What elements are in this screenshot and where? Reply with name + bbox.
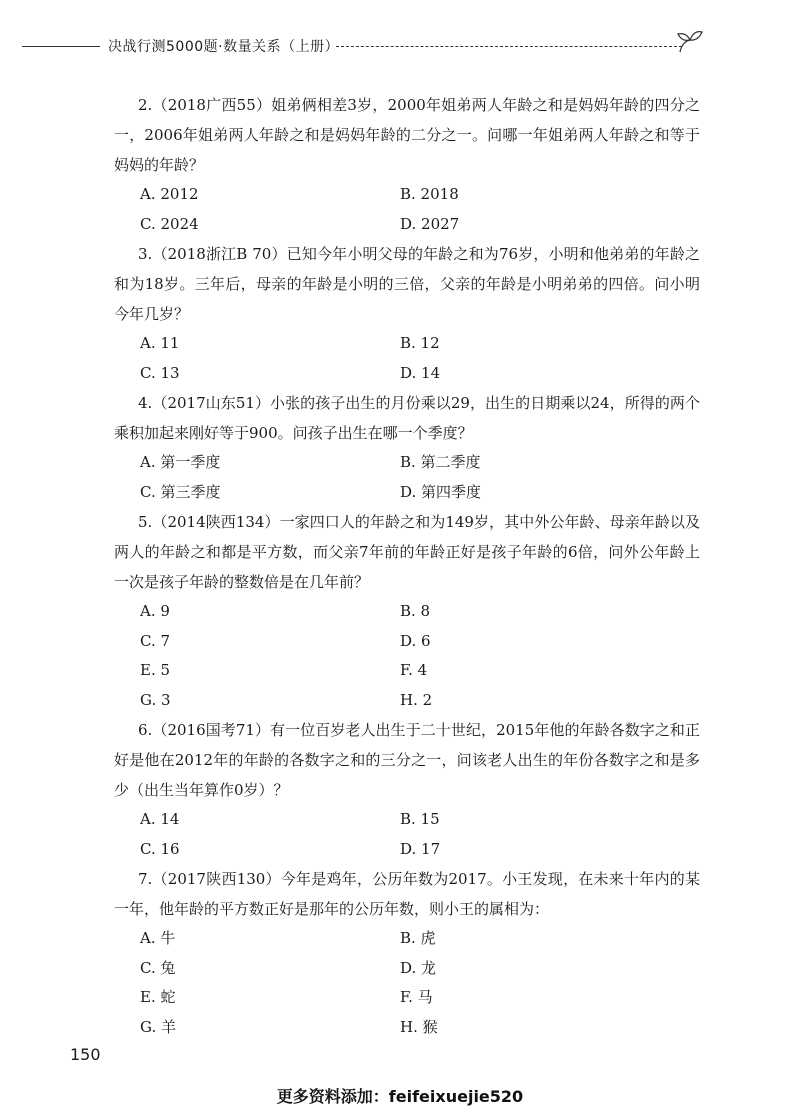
option-a: A. 牛	[140, 929, 176, 947]
footer-contact-note: 更多资料添加：feifeixuejie520	[276, 1087, 524, 1106]
question-list	[114, 90, 700, 1042]
option-list	[114, 597, 700, 715]
option-h: H. 猴	[400, 1017, 438, 1036]
option-a: A. 2012	[140, 185, 199, 203]
question-4	[114, 388, 700, 507]
question-text: 5.（2014陕西134）一家四口人的年龄之和为149岁，其中外公年龄、母亲年龄以及两人的年龄之和都是平方数，而父亲7年前的年龄正好是孩子年龄的6倍，问外公年龄上一次是孩子年龄的整数倍是在几年前？	[114, 513, 700, 591]
option-c: C. 13	[140, 363, 180, 382]
option-a: A. 11	[140, 334, 180, 352]
option-a: A. 14	[140, 810, 180, 828]
option-d: D. 17	[400, 839, 441, 858]
option-b: B. 8	[400, 602, 431, 620]
option-b: B. 15	[400, 810, 440, 828]
option-list	[114, 924, 700, 1042]
option-b: B. 第二季度	[400, 453, 481, 471]
sprout-icon	[676, 28, 704, 54]
option-c: C. 兔	[140, 958, 176, 977]
question-text: 2.（2018广西55）姐弟俩相差3岁，2000年姐弟两人年龄之和是妈妈年龄的四分之一，2006年姐弟两人年龄之和是妈妈年龄的二分之一。问哪一年姐弟两人年龄之和等于妈妈的年龄？	[114, 96, 700, 174]
option-f: F. 马	[400, 988, 433, 1006]
option-list	[114, 329, 700, 388]
question-text: 4.（2017山东51）小张的孩子出生的月份乘以29，出生的日期乘以24，所得的两个乘积加起来刚好等于900。问孩子出生在哪一个季度？	[114, 394, 700, 442]
option-d: D. 龙	[400, 958, 437, 977]
question-6	[114, 715, 700, 864]
option-e: E. 5	[140, 661, 171, 679]
option-g: G. 3	[140, 690, 171, 709]
option-a: A. 9	[140, 602, 170, 620]
option-c: C. 第三季度	[140, 482, 221, 501]
option-c: C. 2024	[140, 214, 199, 233]
question-2	[114, 90, 700, 239]
option-c: C. 16	[140, 839, 180, 858]
header-rule-right	[336, 46, 682, 47]
option-a: A. 第一季度	[140, 453, 221, 471]
option-h: H. 2	[400, 690, 433, 709]
option-d: D. 14	[400, 363, 441, 382]
option-c: C. 7	[140, 631, 171, 650]
book-title: 决战行测5000题·数量关系（上册）	[108, 39, 340, 55]
option-list	[114, 805, 700, 864]
question-text: 6.（2016国考71）有一位百岁老人出生于二十世纪，2015年他的年龄各数字之和正好是他在2012年的年龄的各数字之和的三分之一，问该老人出生的年份各数字之和是多少（出生当年算作0岁）？	[114, 721, 700, 799]
option-list	[114, 448, 700, 507]
option-b: B. 12	[400, 334, 440, 352]
option-d: D. 2027	[400, 214, 460, 233]
option-g: G. 羊	[140, 1017, 176, 1036]
option-b: B. 虎	[400, 929, 436, 947]
question-3	[114, 239, 700, 388]
option-d: D. 6	[400, 631, 431, 650]
question-text: 7.（2017陕西130）今年是鸡年，公历年数为2017。小王发现，在未来十年内的某一年，他年龄的平方数正好是那年的公历年数，则小王的属相为：	[114, 870, 700, 918]
question-5	[114, 507, 700, 715]
option-d: D. 第四季度	[400, 482, 482, 501]
option-f: F. 4	[400, 661, 428, 679]
question-7	[114, 864, 700, 1042]
header-rule-left	[22, 46, 100, 47]
running-header	[0, 30, 800, 66]
option-b: B. 2018	[400, 185, 459, 203]
option-e: E. 蛇	[140, 988, 176, 1006]
question-text: 3.（2018浙江B 70）已知今年小明父母的年龄之和为76岁，小明和他弟弟的年龄之和为18岁。三年后，母亲的年龄是小明的三倍，父亲的年龄是小明弟弟的四倍。问小明今年几岁？	[114, 245, 700, 323]
option-list	[114, 180, 700, 239]
page-number: 150	[70, 1045, 101, 1064]
